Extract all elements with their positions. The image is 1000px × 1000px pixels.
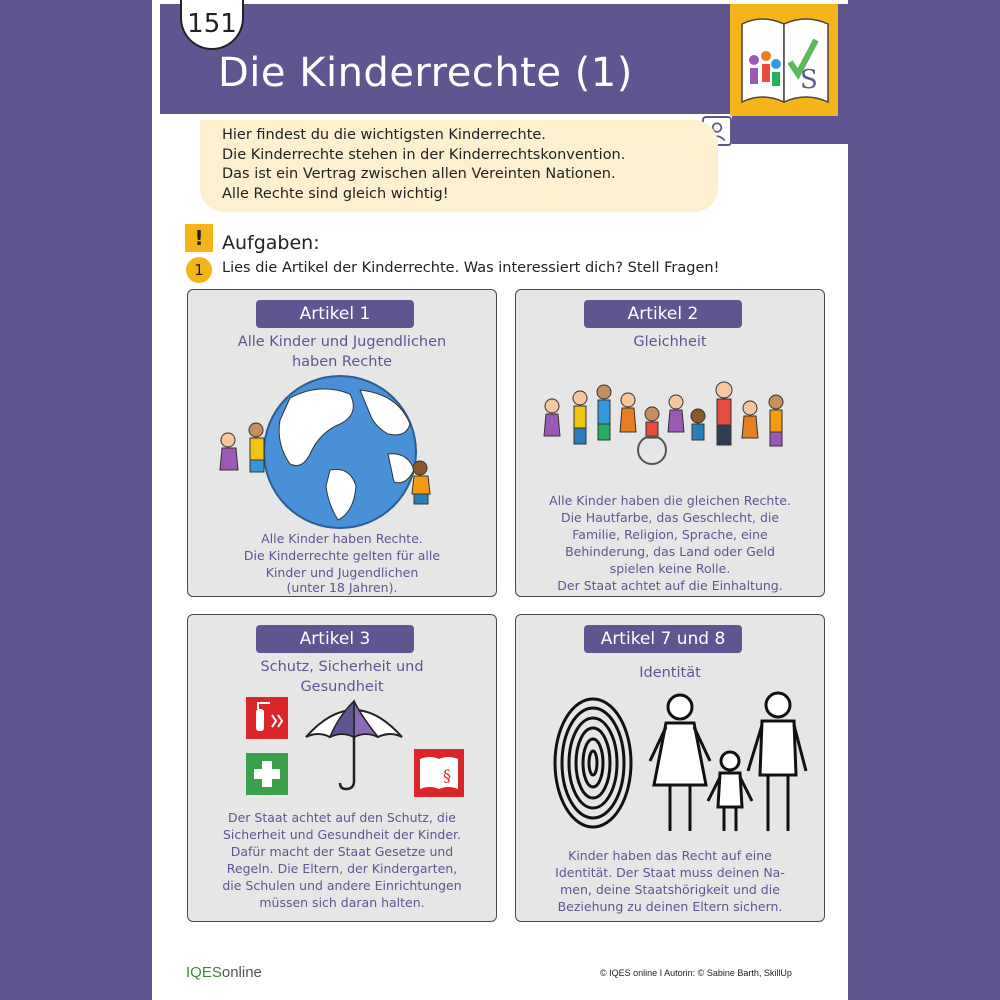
article-subtitle: Gesundheit [300,679,384,695]
intro-line: Das ist ein Vertrag zwischen allen Vereinten Nationen. [222,166,616,182]
article-body-line: spielen keine Rolle. [609,561,731,576]
article-body-line: Der Staat achtet auf den Schutz, die [227,810,456,825]
task-number-badge: 1 [186,257,212,283]
tasks-heading: Aufgaben: [222,232,320,254]
article-body-line: men, deine Staatshörigkeit und die [560,882,780,897]
task-text: Lies die Artikel der Kinderrechte. Was interessiert dich? Stell Fragen! [222,260,720,276]
article-body-line: Dafür macht der Staat Gesetze und [230,844,454,859]
page-title: Die Kinderrechte (1) [218,50,633,96]
article-body-line: Die Kinderrechte gelten für alle [243,548,441,563]
intro-line: Die Kinderrechte stehen in der Kinderrechtskonvention. [222,146,626,163]
first-aid-icon [246,753,288,795]
family-icon [644,691,810,837]
footer-logo-online: online [221,964,262,981]
article-tag: Artikel 2 [584,300,742,328]
children-group-illustration [538,370,804,476]
article-body-line: Der Staat achtet auf die Einhaltung. [557,578,783,593]
intro-line: Hier findest du die wichtigsten Kinderrechte. [222,127,546,143]
book-logo-icon [736,10,834,108]
intro-line: Alle Rechte sind gleich wichtig! [222,185,449,202]
svg-text:§: § [443,766,451,785]
article-tag: Artikel 7 und 8 [584,625,742,653]
exclamation-icon: ! [185,224,213,252]
article-card-4 [515,614,825,922]
article-card-1 [187,289,497,597]
article-subtitle: haben Rechte [291,354,393,370]
article-body-line: Regeln. Die Eltern, der Kindergarten, [226,861,458,876]
intro-box [200,120,718,212]
page-number: 151 [180,0,244,50]
article-body-line: die Schulen und andere Einrichtungen [222,878,462,893]
article-card-3 [187,614,497,922]
law-book-icon [414,749,464,797]
article-body-line: Familie, Religion, Sprache, eine [572,527,768,542]
article-body-line: Alle Kinder haben die gleichen Rechte. [549,493,791,508]
article-body-small: (unter 18 Jahren). [286,580,398,595]
fire-extinguisher-icon [246,697,288,739]
footer-logo [186,964,262,981]
article-body-line: Alle Kinder haben Rechte. [261,531,423,546]
article-body-line: Behinderung, das Land oder Geld [565,544,775,559]
article-body-line: Kinder und Jugendlichen [265,565,419,580]
article-subtitle: Identität [639,665,701,681]
footer-logo-iqes: IQES [186,964,222,981]
article-subtitle: Gleichheit [633,334,707,350]
header-person-strip [732,116,842,144]
footer-copyright: © IQES online I Autorin: © Sabine Barth, SkillUp [600,968,792,978]
fingerprint-icon [552,695,634,831]
article-body-line: Beziehung zu deinen Eltern sichern. [557,899,783,914]
article-tag: Artikel 3 [256,625,414,653]
article-card-2 [515,289,825,597]
umbrella-icon [302,697,406,793]
globe-illustration [210,374,476,530]
article-subtitle: Schutz, Sicherheit und [260,659,424,675]
article-subtitle: Alle Kinder und Jugendlichen [237,334,447,350]
article-body-line: Die Hautfarbe, das Geschlecht, die [560,510,780,525]
article-body-line: Kinder haben das Recht auf eine [568,848,772,863]
svg-text:S: S [800,65,818,95]
article-body-line: müssen sich daran halten. [259,895,425,910]
article-body-line: Sicherheit und Gesundheit der Kinder. [222,827,462,842]
article-tag: Artikel 1 [256,300,414,328]
article-body-line: Identität. Der Staat muss deinen Na- [555,865,785,880]
